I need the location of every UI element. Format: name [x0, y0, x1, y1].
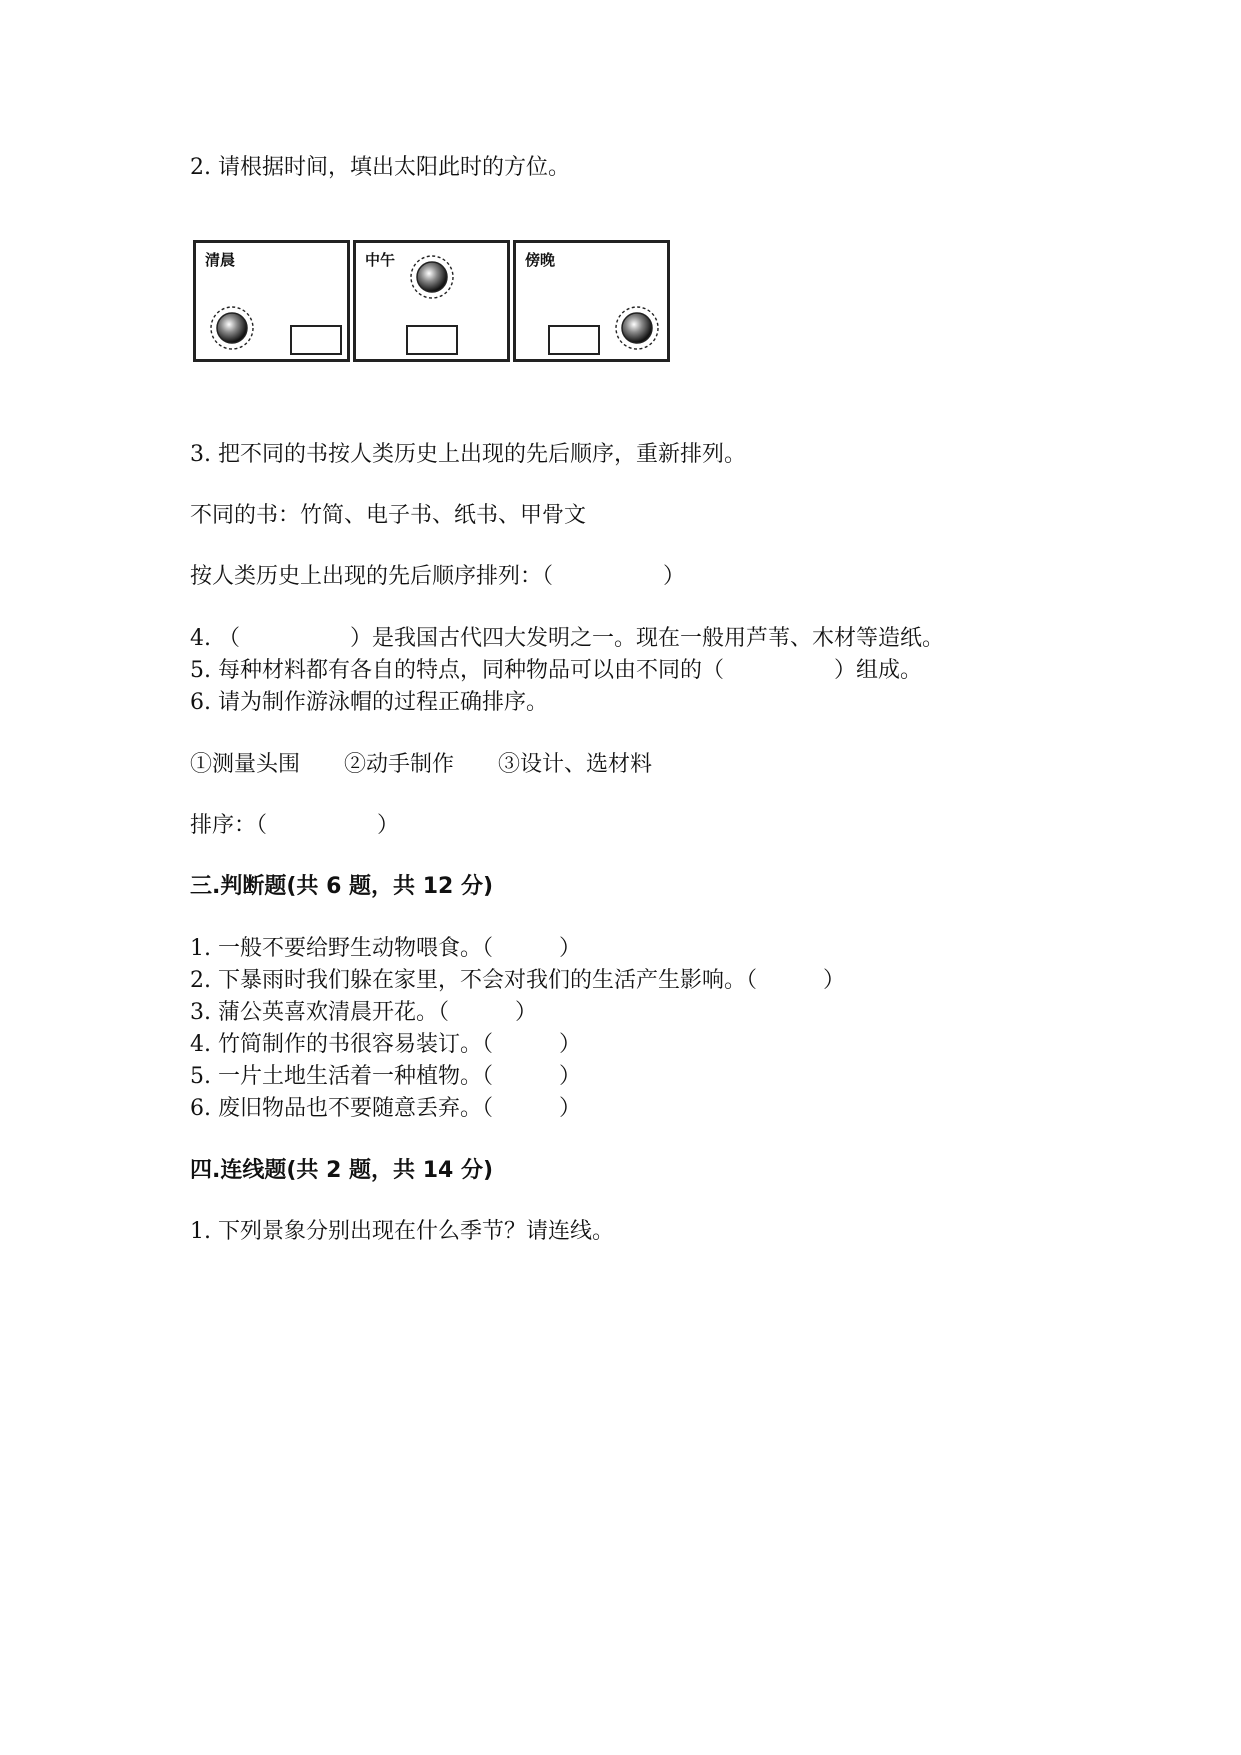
q3-order: 按人类历史上出现的先后顺序排列：（ ）: [190, 564, 686, 589]
section4-heading: 四.连线题(共 2 题，共 14 分): [190, 1158, 494, 1183]
answer-box-morning[interactable]: [290, 325, 342, 355]
answer-box-evening[interactable]: [548, 325, 600, 355]
q2-text: 2. 请根据时间，填出太阳此时的方位。: [190, 155, 570, 180]
sun-icon: [206, 302, 258, 354]
sun-position-figure: [193, 240, 681, 368]
q5-text: 5. 每种材料都有各自的特点，同种物品可以由不同的（ ）组成。: [190, 658, 922, 683]
answer-box-noon[interactable]: [406, 325, 458, 355]
section3-heading: 三.判断题(共 6 题，共 12 分): [190, 874, 494, 899]
judge-item: 4. 竹简制作的书很容易装订。（ ）: [190, 1032, 581, 1057]
sun-icon: [611, 302, 663, 354]
q6-answer: 排序：（ ）: [190, 813, 400, 838]
judge-item: 6. 废旧物品也不要随意丢弃。（ ）: [190, 1096, 581, 1121]
sun-icon: [406, 251, 458, 303]
panel-morning: [193, 240, 350, 362]
panel-label-morning: 清晨: [205, 251, 236, 269]
judge-item: 3. 蒲公英喜欢清晨开花。（ ）: [190, 1000, 537, 1025]
q3-text: 3. 把不同的书按人类历史上出现的先后顺序，重新排列。: [190, 442, 746, 467]
panel-evening: [513, 240, 670, 362]
q6-text: 6. 请为制作游泳帽的过程正确排序。: [190, 690, 548, 715]
section4-q1: 1. 下列景象分别出现在什么季节？请连线。: [190, 1219, 614, 1244]
q4-text: 4. （ ）是我国古代四大发明之一。现在一般用芦苇、木材等造纸。: [190, 626, 944, 651]
judge-item: 5. 一片土地生活着一种植物。（ ）: [190, 1064, 581, 1089]
panel-label-evening: 傍晚: [525, 251, 556, 269]
judge-item: 1. 一般不要给野生动物喂食。（ ）: [190, 936, 581, 961]
judge-item: 2. 下暴雨时我们躲在家里，不会对我们的生活产生影响。（ ）: [190, 968, 845, 993]
panel-noon: [353, 240, 510, 362]
q6-options: ①测量头围 ②动手制作 ③设计、选材料: [190, 752, 653, 777]
panel-label-noon: 中午: [365, 251, 396, 269]
q3-books: 不同的书：竹简、电子书、纸书、甲骨文: [190, 503, 587, 528]
